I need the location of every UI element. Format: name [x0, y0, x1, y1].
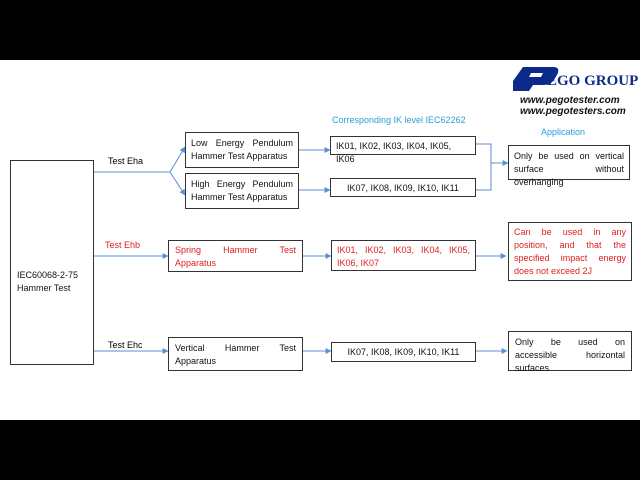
vertical-apparatus-label: Vertical Hammer Test Apparatus [175, 343, 296, 366]
ik-vertical-label: IK07, IK08, IK09, IK10, IK11 [347, 347, 460, 357]
ik-spring-label: IK01, IK02, IK03, IK04, IK05, IK06, IK07 [337, 245, 470, 268]
standard-box [10, 160, 94, 365]
ik-high-box [330, 178, 476, 197]
vertical-apparatus-box [168, 337, 303, 371]
application-eha-box [508, 145, 630, 187]
test-ehb-label: Test Ehb [105, 240, 141, 250]
low-energy-apparatus-label: Low Energy Pendulum Hammer Test Apparatus [191, 138, 293, 161]
application-ehc-label: Only be used on accessible horizontal surfaces [515, 337, 625, 373]
ik-high-label: IK07, IK08, IK09, IK10, IK11 [347, 183, 459, 193]
website-link-2[interactable]: www.pegotesters.com [520, 106, 626, 117]
connector-ik-low-app [476, 144, 491, 163]
ik-low-label: IK01, IK02, IK03, IK04, IK05, IK06 [336, 141, 452, 164]
application-ehb-box [508, 222, 632, 281]
connector-eha-high [170, 172, 185, 195]
high-energy-apparatus-label: High Energy Pendulum Hammer Test Apparatus [191, 179, 293, 202]
website-link-1[interactable]: www.pegotester.com [520, 95, 620, 106]
test-eha-label: Test Eha [108, 156, 144, 166]
spring-apparatus-label: Spring Hammer Test Apparatus [175, 245, 296, 268]
ik-low-box [330, 136, 476, 164]
brand-name: EGO GROUP [547, 73, 639, 89]
high-energy-apparatus-box [185, 173, 299, 209]
ik-vertical-box [331, 342, 476, 362]
application-ehb-label: Can be used in any position, and that the specified impact energy does not exceed 2J [514, 227, 626, 276]
application-eha-label: Only be used on vertical surface without overhanging [514, 151, 624, 187]
application-ehc-box [508, 331, 632, 371]
standard-label: IEC60068-2-75 Hammer Test [17, 270, 79, 293]
diagram-canvas [0, 60, 640, 420]
connector-ik-high-app [476, 163, 508, 190]
low-energy-apparatus-box [185, 132, 299, 168]
ik-spring-box [331, 240, 476, 271]
spring-apparatus-box [168, 240, 303, 272]
ik-level-header: Corresponding IK level IEC62262 [332, 115, 466, 125]
application-header: Application [541, 127, 586, 137]
test-ehc-label: Test Ehc [108, 340, 143, 350]
